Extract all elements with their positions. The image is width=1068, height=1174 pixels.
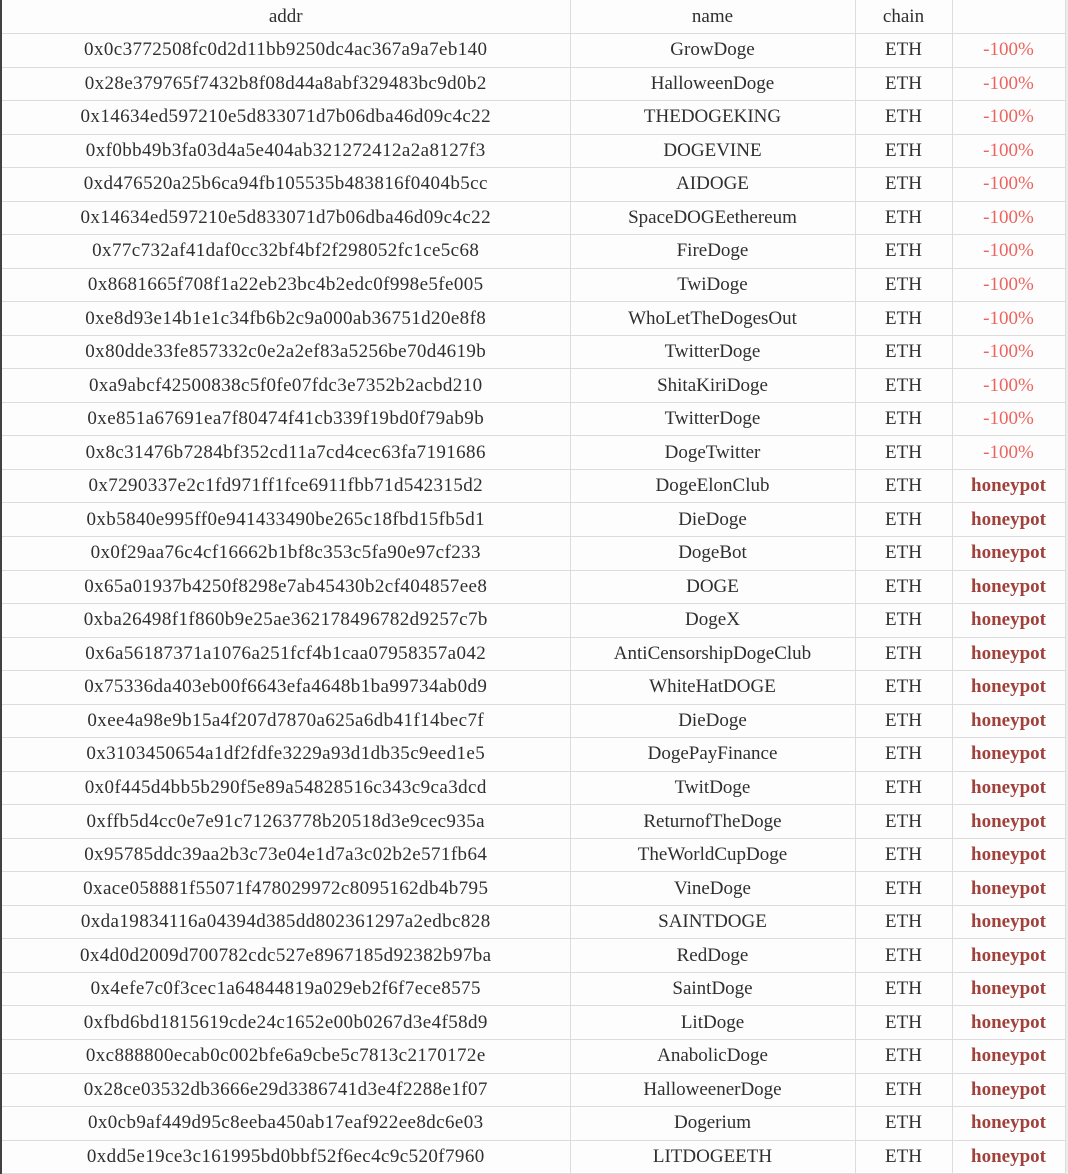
status-cell: -100% (952, 101, 1065, 135)
chain-cell: ETH (855, 671, 952, 705)
chain-cell: ETH (855, 604, 952, 638)
status-cell: honeypot (952, 1006, 1065, 1040)
status-cell: honeypot (952, 972, 1065, 1006)
table-row (1, 905, 1065, 939)
name-cell: ReturnofTheDoge (570, 805, 855, 839)
addr-cell: 0x65a01937b4250f8298e7ab45430b2cf404857ee8 (1, 570, 570, 604)
table-row (1, 503, 1065, 537)
chain-cell: ETH (855, 101, 952, 135)
name-cell: TwiDoge (570, 268, 855, 302)
table-row (1, 1006, 1065, 1040)
table-row (1, 771, 1065, 805)
chain-cell: ETH (855, 168, 952, 202)
addr-cell: 0x75336da403eb00f6643efa4648b1ba99734ab0d9 (1, 671, 570, 705)
addr-cell: 0x3103450654a1df2fdfe3229a93d1db35c9eed1e5 (1, 738, 570, 772)
name-cell: SaintDoge (570, 972, 855, 1006)
chain-cell: ETH (855, 972, 952, 1006)
name-cell: DOGE (570, 570, 855, 604)
name-cell: DogeBot (570, 537, 855, 571)
table-row (1, 1039, 1065, 1073)
status-column-header (952, 0, 1065, 34)
status-cell: honeypot (952, 738, 1065, 772)
addr-cell: 0xe851a67691ea7f80474f41cb339f19bd0f79ab9b (1, 402, 570, 436)
table-body (1, 34, 1065, 1174)
name-cell: Dogerium (570, 1107, 855, 1141)
status-cell: honeypot (952, 1107, 1065, 1141)
table-row (1, 101, 1065, 135)
addr-cell: 0xe8d93e14b1e1c34fb6b2c9a000ab36751d20e8f8 (1, 302, 570, 336)
table-row (1, 805, 1065, 839)
table-row (1, 637, 1065, 671)
chain-cell: ETH (855, 637, 952, 671)
table-header (1, 0, 1065, 34)
name-cell: TheWorldCupDoge (570, 838, 855, 872)
status-cell: -100% (952, 302, 1065, 336)
header-row (1, 0, 1065, 34)
status-cell: honeypot (952, 872, 1065, 906)
status-cell: honeypot (952, 771, 1065, 805)
chain-cell: ETH (855, 201, 952, 235)
addr-cell: 0xd476520a25b6ca94fb105535b483816f0404b5cc (1, 168, 570, 202)
name-cell: DogePayFinance (570, 738, 855, 772)
chain-column-header: chain (855, 0, 952, 34)
status-cell: honeypot (952, 671, 1065, 705)
addr-cell: 0xba26498f1f860b9e25ae362178496782d9257c7b (1, 604, 570, 638)
addr-cell: 0xdd5e19ce3c161995bd0bbf52f6ec4c9c520f7960 (1, 1140, 570, 1174)
name-cell: RedDoge (570, 939, 855, 973)
table-row (1, 972, 1065, 1006)
name-column-header: name (570, 0, 855, 34)
table-row (1, 67, 1065, 101)
status-cell: honeypot (952, 838, 1065, 872)
name-cell: ShitaKiriDoge (570, 369, 855, 403)
chain-cell: ETH (855, 771, 952, 805)
addr-cell: 0x8c31476b7284bf352cd11a7cd4cec63fa7191686 (1, 436, 570, 470)
addr-column-header: addr (1, 0, 570, 34)
chain-cell: ETH (855, 704, 952, 738)
addr-cell: 0x0f29aa76c4cf16662b1bf8c353c5fa90e97cf233 (1, 537, 570, 571)
addr-cell: 0x0cb9af449d95c8eeba450ab17eaf922ee8dc6e03 (1, 1107, 570, 1141)
chain-cell: ETH (855, 402, 952, 436)
chain-cell: ETH (855, 436, 952, 470)
status-cell: -100% (952, 268, 1065, 302)
name-cell: WhoLetTheDogesOut (570, 302, 855, 336)
status-cell: honeypot (952, 537, 1065, 571)
table-row (1, 302, 1065, 336)
chain-cell: ETH (855, 1039, 952, 1073)
status-cell: -100% (952, 67, 1065, 101)
table-row (1, 738, 1065, 772)
table-row (1, 1140, 1065, 1174)
table-row (1, 1107, 1065, 1141)
addr-cell: 0x6a56187371a1076a251fcf4b1caa07958357a042 (1, 637, 570, 671)
name-cell: TwitterDoge (570, 402, 855, 436)
addr-cell: 0x28ce03532db3666e29d3386741d3e4f2288e1f07 (1, 1073, 570, 1107)
name-cell: LitDoge (570, 1006, 855, 1040)
chain-cell: ETH (855, 503, 952, 537)
status-cell: -100% (952, 201, 1065, 235)
table-row (1, 1073, 1065, 1107)
chain-cell: ETH (855, 302, 952, 336)
addr-cell: 0x0f445d4bb5b290f5e89a54828516c343c9ca3dcd (1, 771, 570, 805)
chain-cell: ETH (855, 34, 952, 68)
chain-cell: ETH (855, 1107, 952, 1141)
name-cell: DieDoge (570, 503, 855, 537)
table-row (1, 34, 1065, 68)
chain-cell: ETH (855, 335, 952, 369)
name-cell: SAINTDOGE (570, 905, 855, 939)
chain-cell: ETH (855, 738, 952, 772)
addr-cell: 0xffb5d4cc0e7e91c71263778b20518d3e9cec935a (1, 805, 570, 839)
table-row (1, 436, 1065, 470)
chain-cell: ETH (855, 469, 952, 503)
status-cell: honeypot (952, 905, 1065, 939)
name-cell: HalloweenDoge (570, 67, 855, 101)
table-row (1, 872, 1065, 906)
status-cell: -100% (952, 235, 1065, 269)
status-cell: honeypot (952, 637, 1065, 671)
name-cell: AnabolicDoge (570, 1039, 855, 1073)
chain-cell: ETH (855, 805, 952, 839)
addr-cell: 0xda19834116a04394d385dd802361297a2edbc828 (1, 905, 570, 939)
addr-cell: 0xa9abcf42500838c5f0fe07fdc3e7352b2acbd210 (1, 369, 570, 403)
status-cell: honeypot (952, 1039, 1065, 1073)
status-cell: -100% (952, 402, 1065, 436)
chain-cell: ETH (855, 67, 952, 101)
name-cell: TwitterDoge (570, 335, 855, 369)
status-cell: -100% (952, 436, 1065, 470)
table-row (1, 704, 1065, 738)
name-cell: TwitDoge (570, 771, 855, 805)
addr-cell: 0x0c3772508fc0d2d11bb9250dc4ac367a9a7eb140 (1, 34, 570, 68)
chain-cell: ETH (855, 537, 952, 571)
table-row (1, 134, 1065, 168)
name-cell: LITDOGEETH (570, 1140, 855, 1174)
status-cell: honeypot (952, 704, 1065, 738)
addr-cell: 0xf0bb49b3fa03d4a5e404ab321272412a2a8127f3 (1, 134, 570, 168)
name-cell: FireDoge (570, 235, 855, 269)
addr-cell: 0xee4a98e9b15a4f207d7870a625a6db41f14bec7f (1, 704, 570, 738)
status-cell: -100% (952, 335, 1065, 369)
table-row (1, 939, 1065, 973)
addr-cell: 0x14634ed597210e5d833071d7b06dba46d09c4c22 (1, 101, 570, 135)
chain-cell: ETH (855, 268, 952, 302)
chain-cell: ETH (855, 872, 952, 906)
name-cell: DogeTwitter (570, 436, 855, 470)
addr-cell: 0x80dde33fe857332c0e2a2ef83a5256be70d4619b (1, 335, 570, 369)
chain-cell: ETH (855, 838, 952, 872)
table-row (1, 235, 1065, 269)
table-row (1, 469, 1065, 503)
chain-cell: ETH (855, 1006, 952, 1040)
name-cell: WhiteHatDOGE (570, 671, 855, 705)
name-cell: HalloweenerDoge (570, 1073, 855, 1107)
status-cell: honeypot (952, 570, 1065, 604)
addr-cell: 0x4efe7c0f3cec1a64844819a029eb2f6f7ece8575 (1, 972, 570, 1006)
name-cell: THEDOGEKING (570, 101, 855, 135)
status-cell: honeypot (952, 1073, 1065, 1107)
status-cell: honeypot (952, 469, 1065, 503)
addr-cell: 0xace058881f55071f478029972c8095162db4b795 (1, 872, 570, 906)
chain-cell: ETH (855, 134, 952, 168)
addr-cell: 0x4d0d2009d700782cdc527e8967185d92382b97ba (1, 939, 570, 973)
status-cell: -100% (952, 369, 1065, 403)
addr-cell: 0x14634ed597210e5d833071d7b06dba46d09c4c22 (1, 201, 570, 235)
table-row (1, 604, 1065, 638)
chain-cell: ETH (855, 235, 952, 269)
table-row (1, 168, 1065, 202)
table-row (1, 570, 1065, 604)
name-cell: DieDoge (570, 704, 855, 738)
addr-cell: 0x28e379765f7432b8f08d44a8abf329483bc9d0b2 (1, 67, 570, 101)
chain-cell: ETH (855, 570, 952, 604)
status-cell: honeypot (952, 604, 1065, 638)
name-cell: DOGEVINE (570, 134, 855, 168)
name-cell: VineDoge (570, 872, 855, 906)
chain-cell: ETH (855, 939, 952, 973)
addr-cell: 0xfbd6bd1815619cde24c1652e00b0267d3e4f58d9 (1, 1006, 570, 1040)
addr-cell: 0xc888800ecab0c002bfe6a9cbe5c7813c2170172e (1, 1039, 570, 1073)
table-row (1, 537, 1065, 571)
table-row (1, 268, 1065, 302)
status-cell: honeypot (952, 1140, 1065, 1174)
name-cell: GrowDoge (570, 34, 855, 68)
table-row (1, 671, 1065, 705)
name-cell: AIDOGE (570, 168, 855, 202)
addr-cell: 0x7290337e2c1fd971ff1fce6911fbb71d542315d2 (1, 469, 570, 503)
addr-cell: 0x95785ddc39aa2b3c73e04e1d7a3c02b2e571fb64 (1, 838, 570, 872)
table-row (1, 335, 1065, 369)
addr-cell: 0x77c732af41daf0cc32bf4bf2f298052fc1ce5c68 (1, 235, 570, 269)
chain-cell: ETH (855, 369, 952, 403)
status-cell: -100% (952, 134, 1065, 168)
status-cell: -100% (952, 34, 1065, 68)
name-cell: DogeX (570, 604, 855, 638)
table-row (1, 838, 1065, 872)
addr-cell: 0x8681665f708f1a22eb23bc4b2edc0f998e5fe005 (1, 268, 570, 302)
chain-cell: ETH (855, 1140, 952, 1174)
status-cell: honeypot (952, 503, 1065, 537)
chain-cell: ETH (855, 1073, 952, 1107)
name-cell: AntiCensorshipDogeClub (570, 637, 855, 671)
status-cell: honeypot (952, 805, 1065, 839)
addr-cell: 0xb5840e995ff0e941433490be265c18fbd15fb5d1 (1, 503, 570, 537)
chain-cell: ETH (855, 905, 952, 939)
table-row (1, 402, 1065, 436)
name-cell: SpaceDOGEethereum (570, 201, 855, 235)
status-cell: honeypot (952, 939, 1065, 973)
table-row (1, 201, 1065, 235)
name-cell: DogeElonClub (570, 469, 855, 503)
status-cell: -100% (952, 168, 1065, 202)
table-row (1, 369, 1065, 403)
